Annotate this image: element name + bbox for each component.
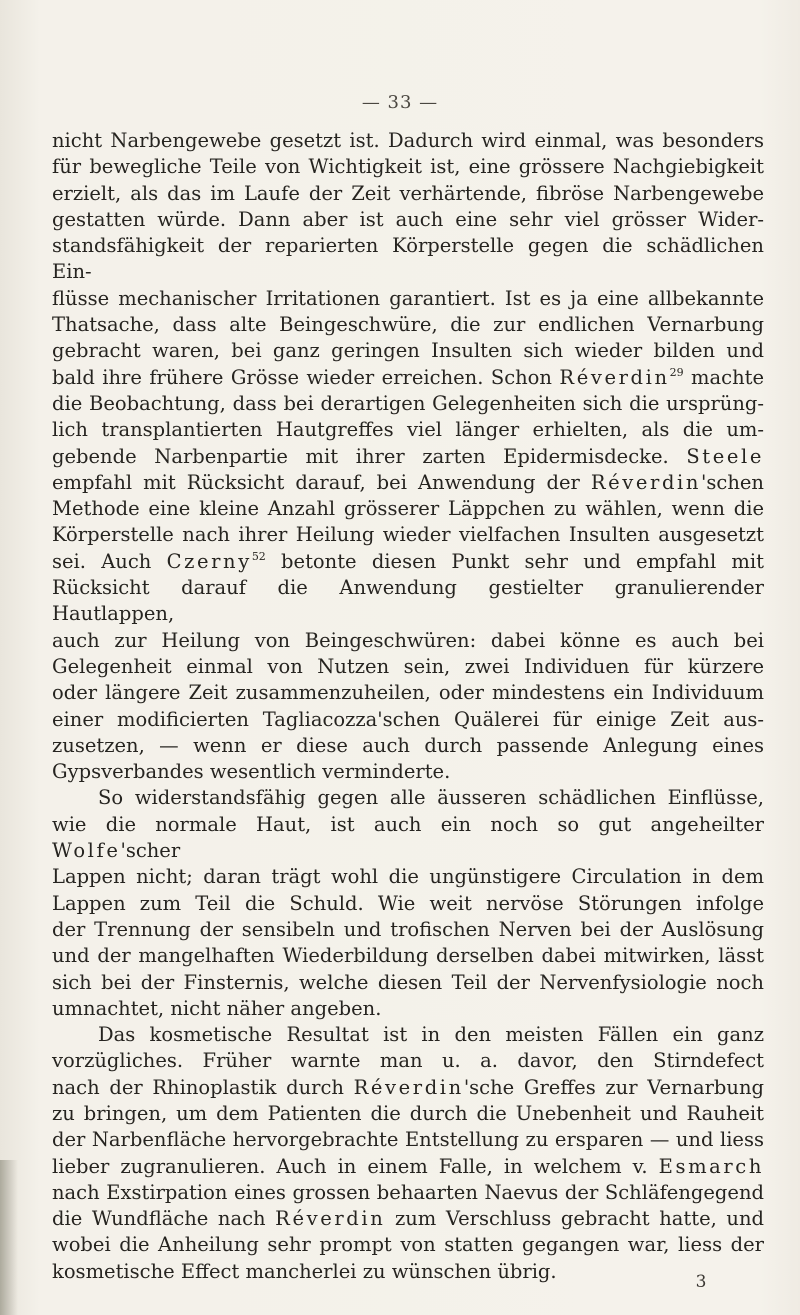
text-line: zusetzen, — wenn er diese auch durch passende Anlegung eines <box>52 733 764 757</box>
spaced-name: Esmarch <box>658 1154 764 1178</box>
text-line: nicht Narbengewebe gesetzt ist. Dadurch wird einmal, was besonders <box>52 129 764 152</box>
printer-signature: 3 <box>695 1272 707 1292</box>
text-line: Gelegenheit einmal von Nutzen sein, zwei Individuen für kürzere <box>52 654 764 678</box>
text-line: bald ihre frühere Grösse wieder erreichen. Schon Réverdin$^{29}$ machte <box>52 365 765 389</box>
spaced-name: Réverdin <box>559 365 670 389</box>
text-line: So widerstandsfähig gegen alle äusseren schädlichen Einflüsse, <box>98 786 764 810</box>
text-line: Lappen nicht; daran trägt wohl die ungünstigere Circulation in dem <box>52 865 764 889</box>
text-line: gebracht waren, bei ganz geringen Insulten sich wieder bilden und <box>52 339 764 363</box>
text-line: Methode eine kleine Anzahl grösserer Läppchen zu wählen, wenn die <box>52 497 764 521</box>
text-line: kosmetische Effect mancherlei zu wünschen übrig. <box>52 1259 557 1283</box>
reference-number: 29 <box>669 365 684 379</box>
page-edge-shadow <box>0 1160 18 1315</box>
text-line: nach der Rhinoplastik durch Réverdin'sche Greffes zur Vernarbung <box>52 1075 764 1099</box>
text-line: Gypsverbandes wesentlich verminderte. <box>52 760 451 784</box>
text-line: gebende Narbenpartie mit ihrer zarten Epidermisdecke. Steele <box>52 444 764 468</box>
paragraph <box>52 785 764 1022</box>
reference-number: 52 <box>251 549 266 563</box>
text-line: vorzügliches. Früher warnte man u. a. davor, den Stirndefect <box>52 1049 764 1073</box>
text-line: gestatten würde. Dann aber ist auch eine sehr viel grösser Wider- <box>52 207 764 231</box>
paragraph <box>52 1022 764 1285</box>
text-line: die Beobachtung, dass bei derartigen Gelegenheiten sich die ursprüng- <box>52 391 764 415</box>
text-line: zu bringen, um dem Patienten die durch die Unebenheit und Rauheit <box>52 1101 764 1125</box>
paragraph <box>52 128 764 785</box>
spaced-name: Réverdin <box>353 1075 464 1099</box>
page-header: — 33 — <box>361 92 439 113</box>
spaced-name: Wolfe <box>52 839 121 863</box>
text-line: Das kosmetische Resultat ist in den meisten Fällen ein ganz <box>98 1023 764 1047</box>
text-line: einer modificierten Tagliacozza'schen Quälerei für einige Zeit aus- <box>52 707 764 731</box>
text-line: der Narbenfläche hervorgebrachte Entstellung zu ersparen — und liess <box>52 1128 764 1152</box>
text-line: nach Exstirpation eines grossen behaarten Naevus der Schläfengegend <box>52 1180 764 1204</box>
text-line: standsfähigkeit der reparierten Körperstelle gegen die schädlichen Ein- <box>52 234 764 284</box>
spaced-name: Steele <box>686 444 764 468</box>
text-line: wie die normale Haut, ist auch ein noch so gut angeheilter Wolfe'scher <box>52 812 764 863</box>
text-line: Rücksicht darauf die Anwendung gestielter granulierender Hautlappen, <box>52 576 764 626</box>
text-line: der Trennung der sensibeln und trofischen Nerven bei der Auslösung <box>52 917 764 941</box>
text-line: die Wundfläche nach Réverdin zum Verschluss gebracht hatte, und <box>52 1207 764 1231</box>
text-line: lich transplantierten Hautgreffes viel länger erhielten, als die um- <box>52 418 764 442</box>
spaced-name: Réverdin <box>590 470 702 494</box>
text-line: oder längere Zeit zusammenzuheilen, oder mindestens ein Individuum <box>52 681 764 705</box>
text-line: empfahl mit Rücksicht darauf, bei Anwendung der Réverdin'schen <box>52 470 764 494</box>
text-line: umnachtet, nicht näher angeben. <box>52 996 382 1020</box>
text-line: und der mangelhaften Wiederbildung derselben dabei mitwirken, lässt <box>52 944 764 968</box>
spaced-name: Czerny <box>166 549 252 573</box>
text-line: Thatsache, dass alte Beingeschwüre, die zur endlichen Vernarbung <box>52 313 764 337</box>
text-line: für bewegliche Teile von Wichtigkeit ist, eine grössere Nachgiebigkeit <box>52 155 764 179</box>
text-line: Körperstelle nach ihrer Heilung wieder vielfachen Insulten ausgesetzt <box>52 523 764 547</box>
text-line: sich bei der Finsternis, welche diesen Teil der Nervenfysiologie noch <box>52 970 764 994</box>
text-line: Lappen zum Teil die Schuld. Wie weit nervöse Störungen infolge <box>52 891 764 915</box>
text-line: sei. Auch Czerny$^{52}$ betonte diesen Punkt sehr und empfahl mit <box>52 549 764 573</box>
text-line: wobei die Anheilung sehr prompt von statten gegangen war, liess der <box>52 1233 764 1257</box>
text-line: flüsse mechanischer Irritationen garantiert. Ist es ja eine allbekannte <box>52 286 764 310</box>
text-line: lieber zugranulieren. Auch in einem Falle, in welchem v. Esmarch <box>52 1154 764 1178</box>
spaced-name: Réverdin <box>275 1207 386 1231</box>
text-line: erzielt, als das im Laufe der Zeit verhärtende, fibröse Narbengewebe <box>52 181 764 205</box>
body-text <box>52 128 764 1285</box>
text-line: auch zur Heilung von Beingeschwüren: dabei könne es auch bei <box>52 628 764 652</box>
